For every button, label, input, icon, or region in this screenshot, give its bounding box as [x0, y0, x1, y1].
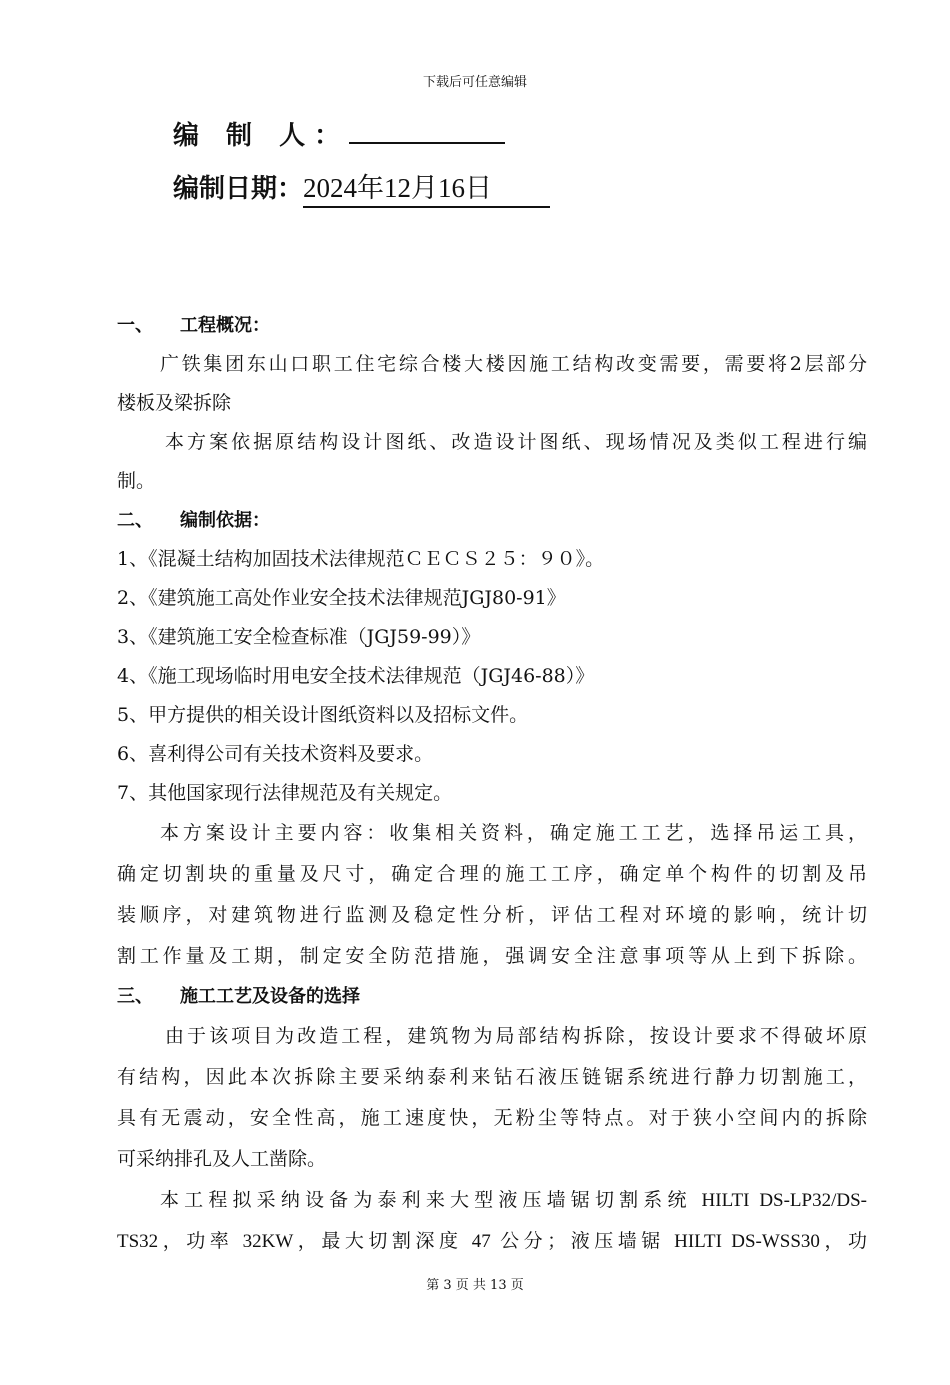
paragraph-line: 确定切割块的重量及尺寸，确定合理的施工工序，确定单个构件的切割及吊 [117, 863, 867, 885]
paragraph-line: 装顺序，对建筑物进行监测及稳定性分析，评估工程对环境的影响，统计切 [117, 904, 867, 926]
paragraph-line: 由于该项目为改造工程，建筑物为局部结构拆除，按设计要求不得破坏原 [165, 1025, 867, 1047]
section-number: 二、 [117, 510, 153, 531]
compile-date-value: 2024年12月16日 [303, 170, 550, 208]
paragraph-line: 割工作量及工期，制定安全防范措施，强调安全注意事项等从上到下拆除。 [117, 945, 867, 967]
section-title: 施工工艺及设备的选择 [180, 986, 360, 1007]
list-item: 5、甲方提供的相关设计图纸资料以及招标文件。 [117, 704, 529, 726]
compiler-label: 编 制 人： [173, 121, 350, 151]
list-item: 6、喜利得公司有关技术资料及要求。 [117, 743, 434, 765]
section-title: 编制依据： [180, 510, 270, 531]
paragraph-line: 本工程拟采纳设备为泰利来大型液压墙锯切割系统 HILTI DS-LP32/DS- [160, 1190, 867, 1211]
section-title: 工程概况： [180, 315, 270, 336]
paragraph-line: 广铁集团东山口职工住宅综合楼大楼因施工结构改变需要，需要将2层部分 [160, 353, 867, 375]
section-heading-overview [117, 306, 867, 345]
paragraph-line: 本方案设计主要内容：收集相关资料，确定施工工艺，选择吊运工具， [160, 822, 867, 844]
compile-date-label: 编制日期： [173, 174, 304, 204]
paragraph-line: 本方案依据原结构设计图纸、改造设计图纸、现场情况及类似工程进行编 [165, 431, 867, 453]
list-item: 7、其他国家现行法律规范及有关规定。 [117, 782, 453, 804]
section-heading-process [117, 977, 867, 1016]
section-number: 一、 [117, 315, 153, 336]
section-heading-basis [117, 501, 867, 540]
document-body [117, 306, 867, 1262]
compiler-line [173, 116, 505, 154]
list-item: 1、《混凝土结构加固技术法律规范ＣＥＣＳ２５：９０》。 [117, 548, 605, 570]
section-number: 三、 [117, 986, 153, 1007]
paragraph-line: 具有无震动，安全性高，施工速度快，无粉尘等特点。对于狭小空间内的拆除 [117, 1107, 867, 1129]
list-item: 2、《建筑施工高处作业安全技术法律规范JGJ80-91》 [117, 587, 566, 609]
paragraph-line: 有结构，因此本次拆除主要采纳泰利来钻石液压链锯系统进行静力切割施工， [117, 1066, 867, 1088]
list-item: 4、《施工现场临时用电安全技术法律规范（JGJ46-88）》 [117, 665, 595, 687]
paragraph-line: 楼板及梁拆除 [117, 392, 232, 414]
list-item: 3、《建筑施工安全检查标准（JGJ59-99）》 [117, 626, 481, 648]
paragraph-line: 可采纳排孔及人工凿除。 [117, 1148, 327, 1170]
header-note: 下载后可任意编辑 [422, 75, 527, 90]
compiler-blank [349, 116, 505, 144]
page-footer: 第 3 页 共 13 页 [426, 1278, 524, 1293]
paragraph-line: TS32，功率 32KW，最大切割深度 47 公分；液压墙锯 HILTI DS-WSS30，功 [117, 1231, 867, 1252]
paragraph-line: 制。 [117, 470, 156, 492]
compile-date-line [173, 170, 550, 208]
